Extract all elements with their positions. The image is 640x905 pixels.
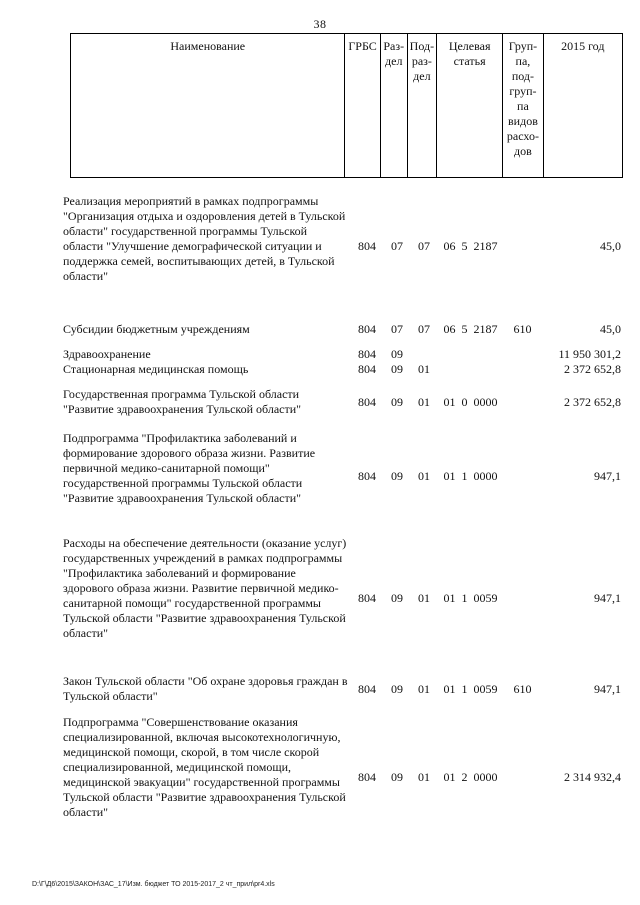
row-grbs: 804 bbox=[358, 682, 376, 696]
row-celevaya: 01 2 0000 bbox=[443, 770, 498, 784]
row-razdel: 09 bbox=[391, 591, 403, 605]
row-sum: 947,1 bbox=[594, 591, 621, 605]
row-name: Подпрограмма "Совершенствование оказания специализированной, включая высокотехнологичную, медицинской помощи, скорой, в том числе скорой специализированной, медицинской помощи, медицинской эвакуации" государственной программы Тульской области "Развитие здравоохранения Тульской области" bbox=[63, 715, 346, 819]
row-razdel: 07 bbox=[391, 239, 403, 253]
header-vid: Груп- па, под- груп- па видов расхо- дов bbox=[503, 34, 543, 178]
header-name: Наименование bbox=[71, 34, 345, 178]
row-grbs: 804 bbox=[358, 469, 376, 483]
row-celevaya: 01 1 0059 bbox=[443, 682, 498, 696]
row-podrazdel: 01 bbox=[418, 770, 430, 784]
row-sum: 2 314 932,4 bbox=[564, 770, 621, 784]
row-name: Государственная программа Тульской области "Развитие здравоохранения Тульской области" bbox=[63, 387, 302, 416]
row-podrazdel: 01 bbox=[418, 395, 430, 409]
row-name: Реализация мероприятий в рамках подпрограммы "Организация отдыха и оздоровления детей в Тульской области" государственной программы Тульской области "Улучшение демографической ситуации и поддержка семей, воспитывающих детей, в Тульской области" bbox=[63, 194, 346, 283]
header-podrazdel: Под- раз- дел bbox=[407, 34, 436, 178]
row-grbs: 804 bbox=[358, 239, 376, 253]
row-celevaya: 01 1 0059 bbox=[443, 591, 498, 605]
row-sum: 11 950 301,2 bbox=[558, 347, 621, 361]
row-sum: 947,1 bbox=[594, 682, 621, 696]
row-name: Закон Тульской области "Об охране здоровья граждан в Тульской области" bbox=[63, 674, 348, 703]
row-razdel: 09 bbox=[391, 395, 403, 409]
page-number: 38 bbox=[313, 17, 327, 31]
row-grbs: 804 bbox=[358, 591, 376, 605]
header-razdel: Раз- дел bbox=[380, 34, 407, 178]
row-celevaya: 01 1 0000 bbox=[443, 469, 498, 483]
row-vid: 610 bbox=[513, 322, 532, 336]
row-name: Расходы на обеспечение деятельности (оказание услуг) государственных учреждений в рамках подпрограммы "Профилактика заболеваний и формирование здорового образа жизни. Развитие первичной медико-санитарной помощи" государственной программы Тульской области "Развитие здравоохранения Тульской области" bbox=[63, 536, 347, 640]
row-sum: 2 372 652,8 bbox=[564, 395, 621, 409]
row-celevaya: 06 5 2187 bbox=[443, 239, 498, 253]
file-path-footer: D:\Г\Д6\2015\ЗАКОН\ЗАС_17\Изм. бюджет ТО 2015-2017_2 чт_прил\pr4.xls bbox=[32, 881, 275, 888]
row-razdel: 09 bbox=[391, 362, 403, 376]
row-podrazdel: 01 bbox=[418, 469, 430, 483]
header-celevaya: Целевая статья bbox=[436, 34, 502, 178]
row-name: Здравоохранение bbox=[63, 347, 151, 361]
row-razdel: 09 bbox=[391, 469, 403, 483]
row-grbs: 804 bbox=[358, 362, 376, 376]
row-grbs: 804 bbox=[358, 322, 376, 336]
row-podrazdel: 01 bbox=[418, 682, 430, 696]
row-grbs: 804 bbox=[358, 347, 376, 361]
row-name: Подпрограмма "Профилактика заболеваний и формирование здорового образа жизни. Развитие первичной медико-санитарной помощи" государственной программы Тульской области "Развитие здравоохранения Тульской области" bbox=[63, 431, 316, 505]
row-podrazdel: 07 bbox=[418, 322, 430, 336]
row-celevaya: 01 0 0000 bbox=[443, 395, 498, 409]
row-razdel: 09 bbox=[391, 347, 403, 361]
row-razdel: 09 bbox=[391, 682, 403, 696]
header-grbs: ГРБС bbox=[345, 34, 380, 178]
row-sum: 45,0 bbox=[600, 322, 621, 336]
row-sum: 947,1 bbox=[594, 469, 621, 483]
row-sum: 45,0 bbox=[600, 239, 621, 253]
row-podrazdel: 01 bbox=[418, 362, 430, 376]
header-year: 2015 год bbox=[543, 34, 622, 178]
row-grbs: 804 bbox=[358, 395, 376, 409]
row-razdel: 09 bbox=[391, 770, 403, 784]
row-celevaya: 06 5 2187 bbox=[443, 322, 498, 336]
table-header bbox=[70, 33, 623, 178]
row-name: Субсидии бюджетным учреждениям bbox=[63, 322, 250, 336]
row-podrazdel: 01 bbox=[418, 591, 430, 605]
row-podrazdel: 07 bbox=[418, 239, 430, 253]
row-razdel: 07 bbox=[391, 322, 403, 336]
row-grbs: 804 bbox=[358, 770, 376, 784]
row-vid: 610 bbox=[513, 682, 532, 696]
row-sum: 2 372 652,8 bbox=[564, 362, 621, 376]
row-name: Стационарная медицинская помощь bbox=[63, 362, 249, 376]
